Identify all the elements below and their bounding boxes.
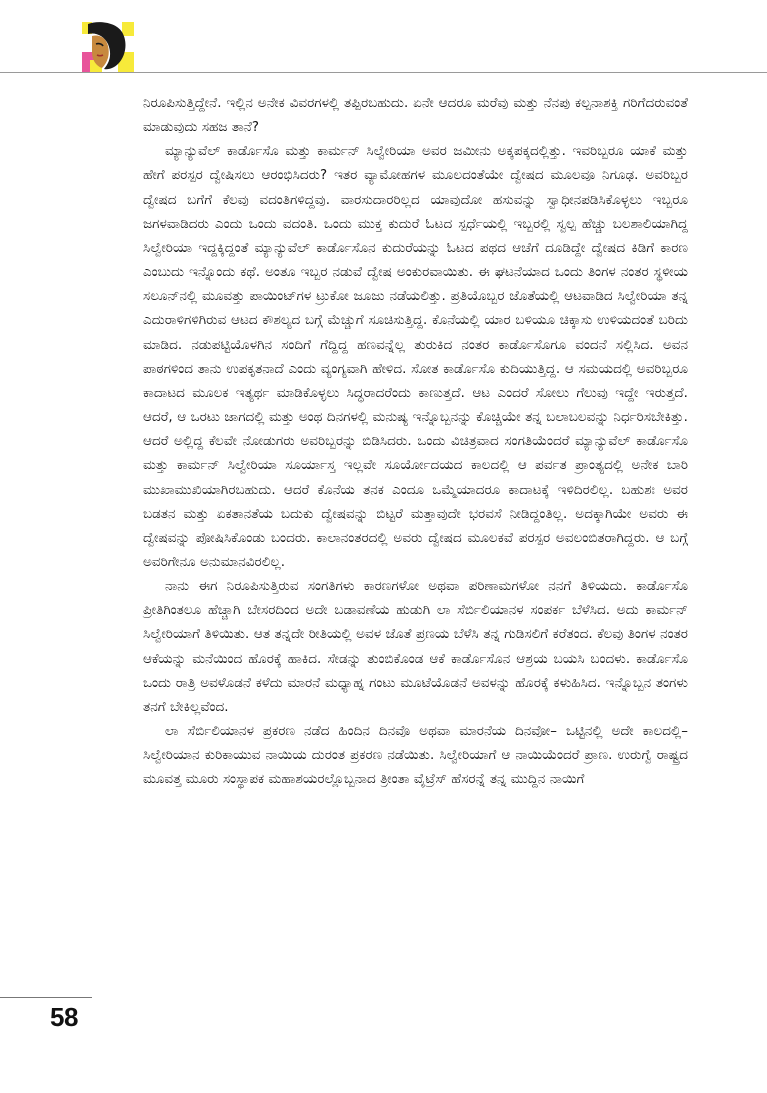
paragraph: ಮ್ಯಾನ್ಯುವೆಲ್ ಕಾರ್ಡೊಸೊ ಮತ್ತು ಕಾರ್ಮನ್ ಸಿಲ್ವೇರಿಯಾ ಅವರ ಜಮೀನು ಅಕ್ಕಪಕ್ಕದಲ್ಲಿತ್ತು. ಇವರಿಬ್ಬರೂ ಯಾಕೆ ಮತ್ತು ಹೇಗೆ ಪರಸ್ಪರ ದ್ವೇಷಿಸಲು ಆರಂಭಿಸಿದರು? ಇತರ ವ್ಯಾಮೋಹಗಳ ಮೂಲದಂತೆಯೇ ದ್ವೇಷದ ಮೂಲವೂ ನಿಗೂಢ. ಅವರಿಬ್ಬರ ದ್ವೇಷದ ಬಗೆಗೆ ಕೆಲವು ವದಂತಿಗಳಿದ್ದವು. ವಾರಸುದಾರರಿಲ್ಲದ ಯಾವುದೋ ಹಸುವನ್ನು ಸ್ವಾಧೀನಪಡಿಸಿಕೊಳ್ಳಲು ಇಬ್ಬರೂ ಜಗಳವಾಡಿದರು ಎಂದು ಒಂದು ವದಂತಿ. ಒಂದು ಮುಕ್ತ ಕುದುರೆ ಓಟದ ಸ್ಪರ್ಧೆಯಲ್ಲಿ ಇಬ್ಬರಲ್ಲಿ ಸ್ವಲ್ಪ ಹೆಚ್ಚು ಬಲಶಾಲಿಯಾಗಿದ್ದ ಸಿಲ್ವೇರಿಯಾ ಇದ್ದಕ್ಕಿದ್ದಂತೆ ಮ್ಯಾನ್ಯುವೆಲ್ ಕಾರ್ಡೊಸೊನ ಕುದುರೆಯನ್ನು ಓಟದ ಪಥದ ಆಚೆಗೆ ದೂಡಿದ್ದೇ ದ್ವೇಷದ ಕಿಡಿಗೆ ಕಾರಣ ಎಂಬುದು ಇನ್ನೊಂದು ಕಥೆ. ಅಂತೂ ಇಬ್ಬರ ನಡುವೆ ದ್ವೇಷ ಅಂಕುರವಾಯಿತು. ಈ ಘಟನೆಯಾದ ಒಂದು ತಿಂಗಳ ನಂತರ ಸ್ಥಳೀಯ ಸಲೂನ್‌ನಲ್ಲಿ ಮೂವತ್ತು ಪಾಯಿಂಟ್‌ಗಳ ಟ್ರುಕೋ ಜೂಜು ನಡೆಯಲಿತ್ತು. ಪ್ರತಿಯೊಬ್ಬರ ಜೊತೆಯಲ್ಲಿ ಆಟವಾಡಿದ ಸಿಲ್ವೇರಿಯಾ ತನ್ನ ಎದುರಾಳಿಗಳಿಗಿರುವ ಆಟದ ಕೌಶಲ್ಯದ ಬಗ್ಗೆ ಮೆಚ್ಚುಗೆ ಸೂಚಿಸುತ್ತಿದ್ದ. ಕೊನೆಯಲ್ಲಿ ಯಾರ ಬಳಿಯೂ ಚಿಕ್ಕಾಸು ಉಳಿಯದಂತೆ ಬರಿದು ಮಾಡಿದ. ನಡುಪಟ್ಟಿಯೊಳಗಿನ ಸಂದಿಗೆ ಗೆದ್ದಿದ್ದ ಹಣವನ್ನೆಲ್ಲ ತುರುಕಿದ ನಂತರ ಕಾರ್ಡೊಸೊಗೂ ವಂದನೆ ಸಲ್ಲಿಸಿದ. ಅವನ ಪಾಠಗಳಿಂದ ತಾನು ಉಪಕೃತನಾದೆ ಎಂದು ವ್ಯಂಗ್ಯವಾಗಿ ಹೇಳಿದ. ಸೋತ ಕಾರ್ಡೊಸೊ ಕುದಿಯುತ್ತಿದ್ದ. ಆ ಸಮಯದಲ್ಲಿ ಅವರಿಬ್ಬರೂ ಕಾದಾಟದ ಮೂಲಕ ಇತ್ಯರ್ಥ ಮಾಡಿಕೊಳ್ಳಲು ಸಿದ್ಧರಾದರೆಂದು ಕಾಣುತ್ತದೆ. ಆಟ ಎಂದರೆ ಸೋಲು ಗೆಲುವು ಇದ್ದೇ ಇರುತ್ತದೆ. ಆದರೆ, ಆ ಒರಟು ಜಾಗದಲ್ಲಿ ಮತ್ತು ಅಂಥ ದಿನಗಳಲ್ಲಿ ಮನುಷ್ಯ ಇನ್ನೊಬ್ಬನನ್ನು ಕೊಚ್ಚಿಯೇ ತನ್ನ ಬಲಾಬಲವನ್ನು ನಿರ್ಧರಿಸಬೇಕಿತ್ತು. ಆದರೆ ಅಲ್ಲಿದ್ದ ಕೆಲವೇ ನೋಡುಗರು ಅವರಿಬ್ಬರನ್ನು ಬಿಡಿಸಿದರು. ಒಂದು ವಿಚಿತ್ರವಾದ ಸಂಗತಿಯೆಂದರೆ ಮ್ಯಾನ್ಯುವೆಲ್ ಕಾರ್ಡೊಸೊ ಮತ್ತು ಕಾರ್ಮನ್ ಸಿಲ್ವೇರಿಯಾ ಸೂರ್ಯಾಸ್ತ ಇಲ್ಲವೇ ಸೂರ್ಯೋದಯದ ಕಾಲದಲ್ಲಿ ಆ ಪರ್ವತ ಪ್ರಾಂತ್ಯದಲ್ಲಿ ಅನೇಕ ಬಾರಿ ಮುಖಾಮುಖಿಯಾಗಿರಬಹುದು. ಆದರೆ ಕೊನೆಯ ತನಕ ಎಂದೂ ಒಮ್ಮೆಯಾದರೂ ಕಾದಾಟಕ್ಕೆ ಇಳಿದಿರಲಿಲ್ಲ. ಬಹುಶಃ ಅವರ ಬಡತನ ಮತ್ತು ಏಕತಾನತೆಯ ಬದುಕು ದ್ವೇಷವನ್ನು ಬಿಟ್ಟರೆ ಮತ್ತಾವುದೇ ಭರವಸೆ ನೀಡಿದ್ದಂತಿಲ್ಲ. ಅದಕ್ಕಾಗಿಯೇ ಅವರು ಈ ದ್ವೇಷವನ್ನು ಪೋಷಿಸಿಕೊಂಡು ಬಂದರು. ಕಾಲಾನಂತರದಲ್ಲಿ ಅವರು ದ್ವೇಷದ ಮೂಲಕವೆ ಪರಸ್ಪರ ಅವಲಂಬಿತರಾಗಿದ್ದರು. ಆ ಬಗ್ಗೆ ಅವರಿಗೇನೂ ಅನುಮಾನವಿರಲಿಲ್ಲ. (143, 144, 688, 570)
paragraph: ನಾನು ಈಗ ನಿರೂಪಿಸುತ್ತಿರುವ ಸಂಗತಿಗಳು ಕಾರಣಗಳೋ ಅಥವಾ ಪರಿಣಾಮಗಳೋ ನನಗೆ ತಿಳಿಯದು. ಕಾರ್ಡೊಸೊ ಪ್ರೀತಿಗಿಂತಲೂ ಹೆಚ್ಚಾಗಿ ಬೇಸರದಿಂದ ಅದೇ ಬಡಾವಣೆಯ ಹುಡುಗಿ ಲಾ ಸೆರ್ಬಿಲಿಯಾನಳ ಸಂಪರ್ಕ ಬೆಳೆಸಿದ. ಅದು ಕಾರ್ಮನ್ ಸಿಲ್ವೇರಿಯಾಗೆ ತಿಳಿಯಿತು. ಆತ ತನ್ನದೇ ರೀತಿಯಲ್ಲಿ ಅವಳ ಜೊತೆ ಪ್ರಣಯ ಬೆಳೆಸಿ ತನ್ನ ಗುಡಿಸಲಿಗೆ ಕರೆತಂದ. ಕೆಲವು ತಿಂಗಳ ನಂತರ ಆಕೆಯನ್ನು ಮನೆಯಿಂದ ಹೊರಕ್ಕೆ ಹಾಕಿದ. ಸೇಡನ್ನು ತುಂಬಿಕೊಂಡ ಆಕೆ ಕಾರ್ಡೊಸೊನ ಆಶ್ರಯ ಬಯಸಿ ಬಂದಳು. ಕಾರ್ಡೊಸೊ ಒಂದು ರಾತ್ರಿ ಅವಳೊಡನೆ ಕಳೆದು ಮಾರನೆ ಮಧ್ಯಾಹ್ನ ಗಂಟು ಮೂಟೆಯೊಡನೆ ಅವಳನ್ನು ಹೊರಕ್ಕೆ ಕಳುಹಿಸಿದ. ಇನ್ನೊಬ್ಬನ ತಂಗಳು ತನಗೆ ಬೇಕಿಲ್ಲವೆಂದ. (143, 579, 688, 715)
paragraph: ನಿರೂಪಿಸುತ್ತಿದ್ದೇನೆ. ಇಲ್ಲಿನ ಅನೇಕ ವಿವರಗಳಲ್ಲಿ ತಪ್ಪಿರಬಹುದು. ಏನೇ ಆದರೂ ಮರೆವು ಮತ್ತು ನೆನಪು ಕಲ್ಪನಾಶಕ್ತಿ ಗರಿಗೆದರುವಂತೆ ಮಾಡುವುದು ಸಹಜ ತಾನೆ? (143, 96, 688, 136)
page-number: 58 (50, 1002, 78, 1032)
logo-image (82, 22, 134, 72)
body-text (143, 92, 688, 793)
paragraph: ಲಾ ಸೆರ್ಬಿಲಿಯಾನಳ ಪ್ರಕರಣ ನಡೆದ ಹಿಂದಿನ ದಿನವೊ ಅಥವಾ ಮಾರನೆಯ ದಿನವೋ– ಒಟ್ಟಿನಲ್ಲಿ ಅದೇ ಕಾಲದಲ್ಲಿ– ಸಿಲ್ವೇರಿಯಾನ ಕುರಿಕಾಯುವ ನಾಯಿಯ ದುರಂತ ಪ್ರಕರಣ ನಡೆಯಿತು. ಸಿಲ್ವೇರಿಯಾಗೆ ಆ ನಾಯಿಯೆಂದರೆ ಪ್ರಾಣ. ಉರುಗ್ವೆ ರಾಷ್ಟ್ರದ ಮೂವತ್ತ ಮೂರು ಸಂಸ್ಥಾಪಕ ಮಹಾಶಯರಲ್ಲೊಬ್ಬನಾದ ತ್ರೀಂತಾ ವೈಟ್ರೆಸ್ ಹೆಸರನ್ನೆ ತನ್ನ ಮುದ್ದಿನ ನಾಯಿಗೆ (143, 724, 688, 788)
footer-divider (0, 997, 92, 998)
header-divider (0, 72, 767, 73)
